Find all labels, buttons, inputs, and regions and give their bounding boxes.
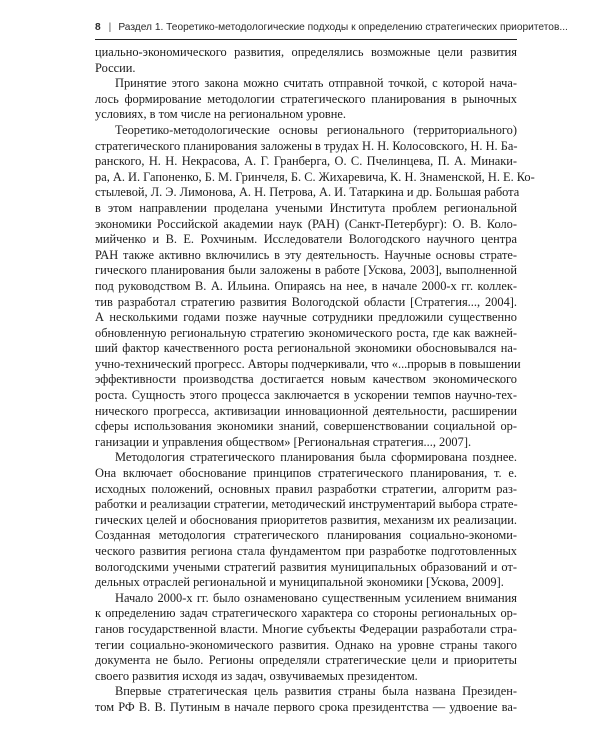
text-line: стылевой, Л. Э. Лимонова, А. Н. Петрова, А. И. Татаркина и др. Большая работа (95, 185, 520, 200)
body-text (95, 45, 535, 716)
text-line: Созданная методология стратегического планирования социально-экономи- (95, 528, 517, 543)
text-line: эффективности производства достигается новым качеством экономического (95, 372, 517, 387)
text-line: роста. Сущность этого процесса заключается в ускорении темпов научно-тех- (95, 388, 517, 403)
text-line: тив разработал стратегию развития Вологодской области [Стратегия..., 2004]. (95, 294, 517, 309)
paragraph (95, 122, 535, 450)
running-head-separator: | (108, 22, 112, 33)
text-line: дельных отраслей региональной и муниципальной экономики [Ускова, 2009]. (95, 575, 504, 590)
text-line: работки и реализации стратегии, методический инструментарий выбора страте- (95, 497, 518, 512)
text-line: Принятие этого закона можно считать отправной точкой, с которой нача- (115, 76, 517, 91)
text-line: учно-технический прогресс. Авторы подчеркивали, что «...прорыв в повышении (95, 356, 521, 371)
text-line: экономики Российской академии наук (РАН) (Санкт-Петербург): О. В. Коло- (95, 216, 517, 231)
paragraph (95, 45, 517, 76)
text-line: своего развития исходя из задач, озвучиваемых президентом. (95, 668, 418, 683)
text-line: лось формирование методологии стратегического планирования в рыночных (95, 91, 517, 106)
text-line: том РФ В. В. Путиным в начале первого срока президентства — удвоение ва- (95, 699, 517, 714)
text-line: тегии социально-экономического развития. Однако на уровне страны такого (95, 637, 517, 652)
text-line: мийченко и В. Е. Рохчиным. Исследователи Вологодского научного центра (95, 232, 517, 247)
paragraph (95, 450, 517, 590)
text-line: ший фактор качественного роста региональной экономики обосновывался на- (95, 341, 517, 356)
paragraph (95, 591, 517, 685)
text-line: в этом направлении проделана учеными Института проблем региональной (95, 200, 517, 215)
text-line: документа не было. Регионы определяли стратегические цели и приоритеты (95, 653, 517, 668)
text-line: вологодскими учеными стратегий развития муниципальных образований и от- (95, 559, 517, 574)
text-line: Впервые стратегическая цель развития страны была названа Президен- (115, 684, 517, 699)
text-line: гических целей и обоснования приоритетов развития, механизм их реализации. (95, 512, 517, 527)
page-number: 8 (95, 22, 101, 33)
text-line: ранского, Н. Н. Некрасова, А. Г. Гранберга, О. С. Пчелинцева, П. А. Минаки- (95, 154, 517, 169)
text-line: А несколькими годами позже научные сотрудники предложили существенно (95, 310, 517, 325)
text-line: Теоретико-методологические основы регионального (территориального) (115, 122, 517, 137)
text-line: нического прогресса, активизации инновационной деятельности, расширении (95, 403, 517, 418)
running-head (95, 22, 568, 33)
paragraph (95, 76, 517, 123)
text-line: условиях, в том числе на региональном уровне. (95, 107, 346, 122)
text-line: ческого развития региона стала фундаментом при разработке подготовленных (95, 544, 517, 558)
text-line: Методология стратегического планирования была сформирована позднее. (115, 450, 517, 465)
text-line: России. (95, 60, 136, 75)
text-line: сферы использования экономики знаний, совершенствовании социальной ор- (95, 419, 517, 434)
text-line: к определению задач стратегического характера со стороны региональных ор- (95, 606, 517, 621)
text-line: стратегического планирования заложены в трудах Н. Н. Колосовского, Н. Н. Ба- (95, 138, 518, 153)
text-line: ганов государственной власти. Многие субъекты Федерации разработали стра- (95, 621, 517, 636)
text-line: обновленную региональную стратегию экономического роста, где как важней- (95, 325, 517, 340)
text-line: исходных положений, основных правил разработки стратегии, алгоритм раз- (95, 481, 517, 496)
text-line: Начало 2000-х гг. было ознаменовано существенным усилением внимания (115, 590, 517, 605)
text-line: Она включает обоснование принципов стратегического планирования, т. е. (95, 466, 517, 481)
paragraph (95, 684, 517, 715)
text-line: циально-экономического развития, определялись возможные цели развития (95, 45, 517, 59)
running-head-title: Раздел 1. Теоретико-методологические подходы к определению стратегических приоритетов... (118, 22, 568, 33)
text-line: гического планирования были заложены в работе [Ускова, 2003], выполненной (95, 263, 517, 278)
text-line: ра, А. И. Гапоненко, Б. М. Гринчеля, Б. С. Жихаревича, К. Н. Знаменской, Н. Е. Ко- (95, 169, 535, 184)
running-head-rule (95, 39, 517, 40)
text-line: РАН также активно включились в эту деятельность. Научные основы страте- (95, 247, 517, 262)
text-line: ганизации и управления обществом» [Региональная стратегия..., 2007]. (95, 434, 472, 449)
text-line: под руководством В. А. Ильина. Опираясь на нее, в начале 2000-х гг. коллек- (95, 278, 517, 293)
